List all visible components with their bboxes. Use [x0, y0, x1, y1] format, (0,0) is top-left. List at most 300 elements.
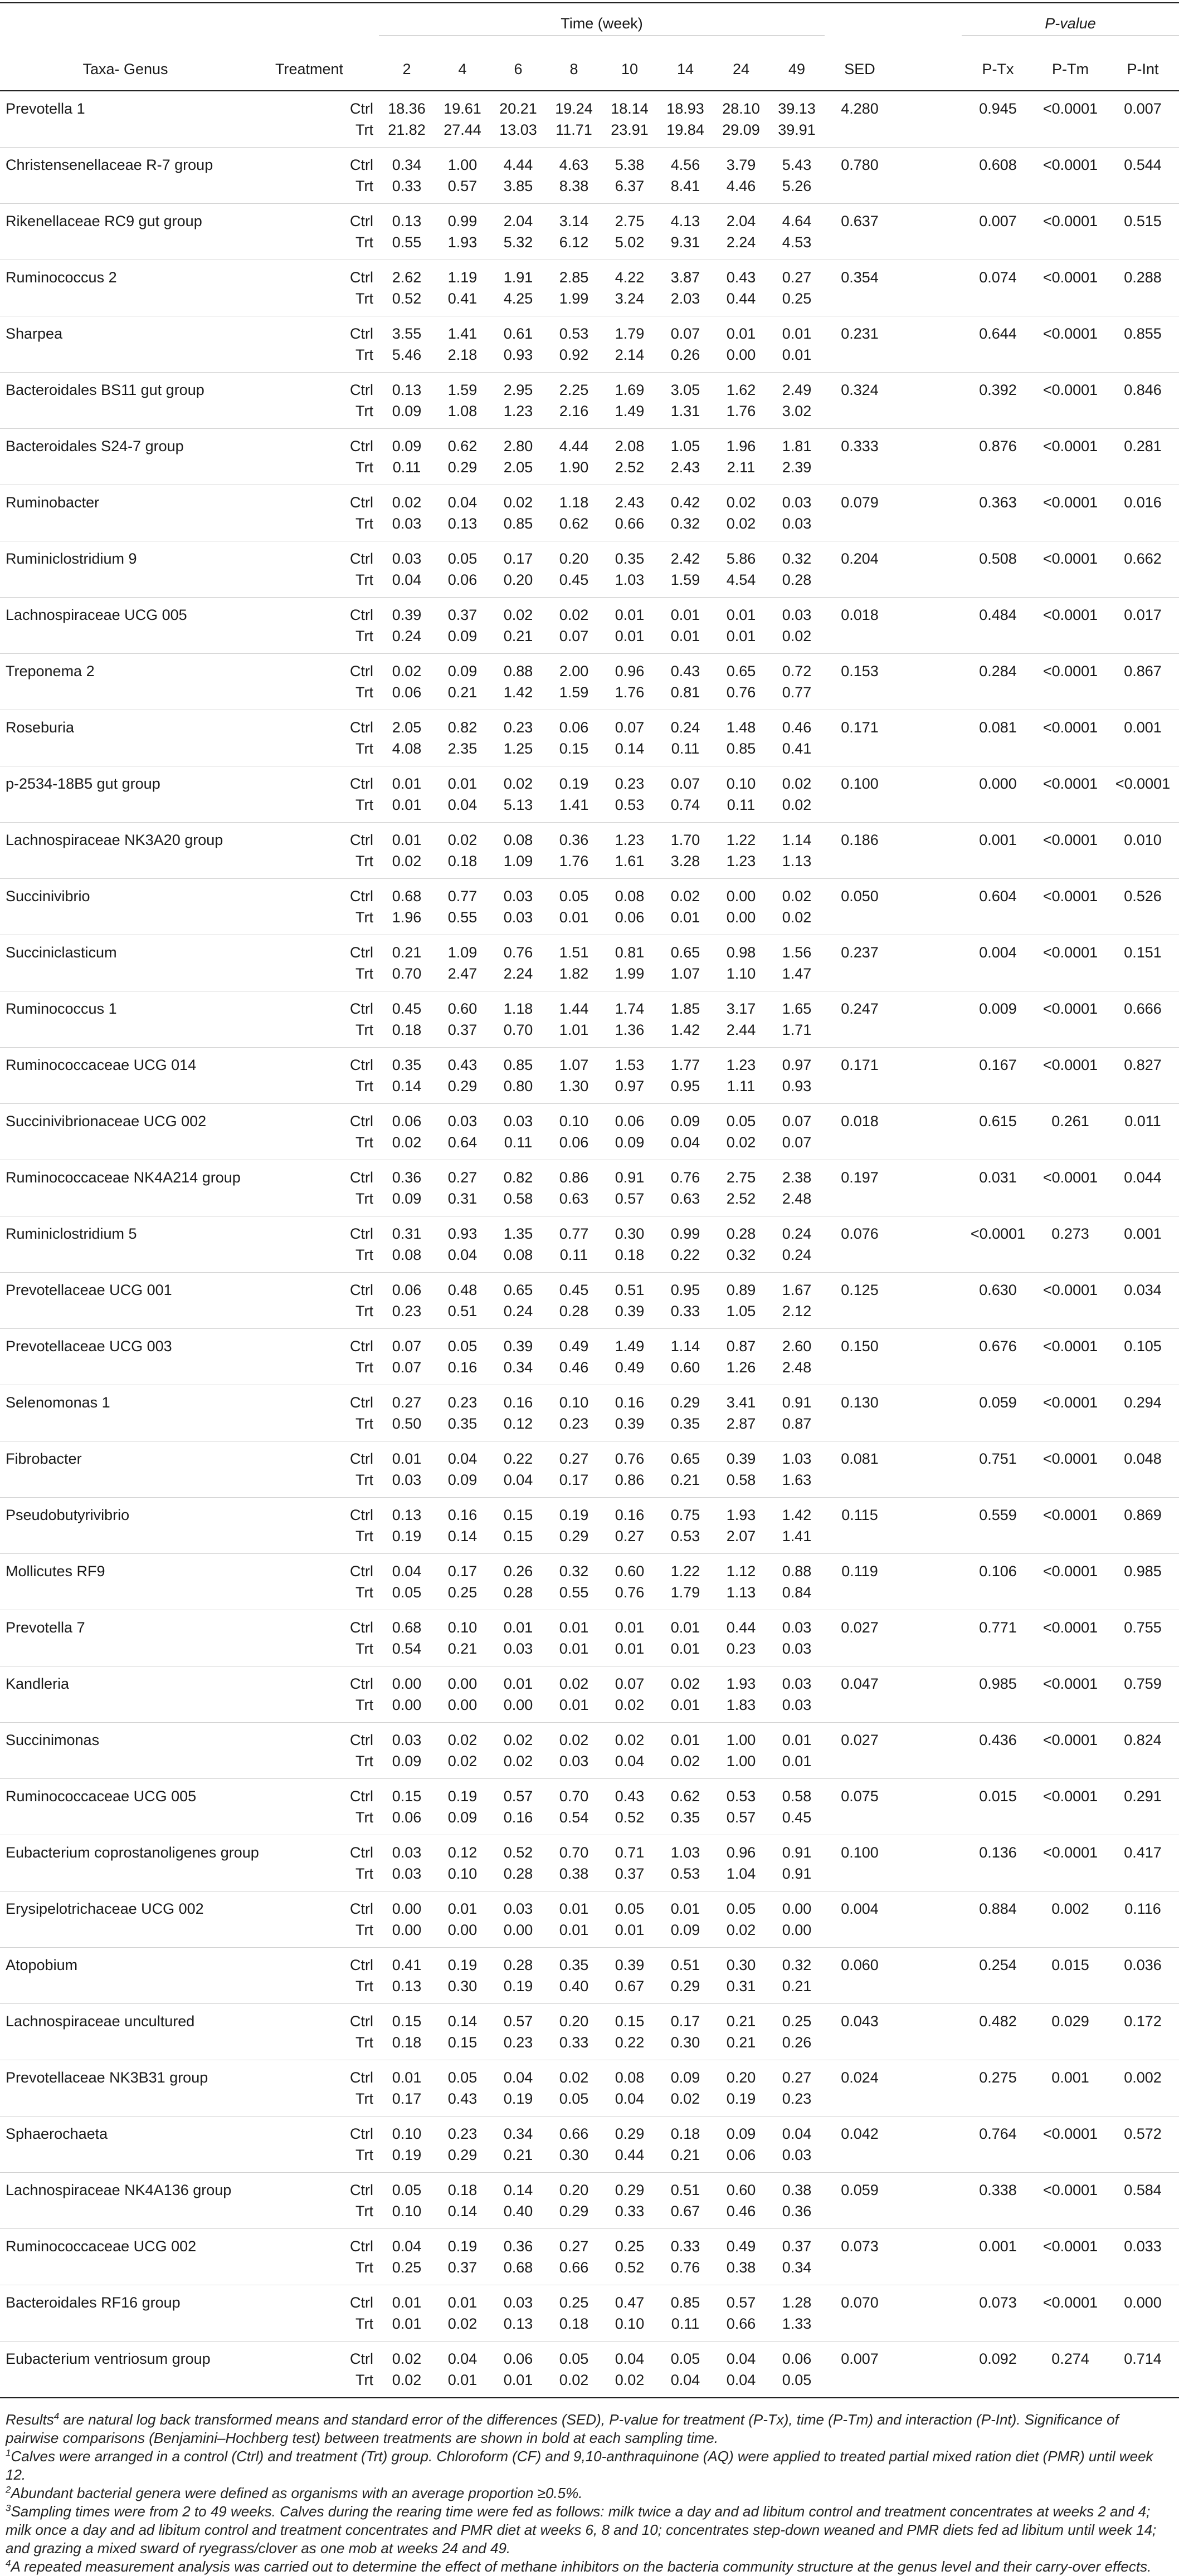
- ctrl-value: 0.77: [559, 1225, 589, 1242]
- trt-value: 0.93: [503, 346, 533, 363]
- table-row-ctrl: [0, 1048, 1179, 1078]
- ctrl-value: 0.25: [782, 2012, 812, 2030]
- trt-value: 0.00: [447, 1922, 478, 1938]
- empty-cell: [895, 796, 962, 823]
- trt-value: 0.01: [559, 1640, 589, 1657]
- ctrl-value: 1.67: [782, 1281, 812, 1298]
- ctrl-value: 0.04: [392, 2237, 422, 2255]
- taxa-name: Prevotella 1: [6, 100, 85, 117]
- empty-cell: [1034, 796, 1107, 823]
- treatment-label: Trt: [355, 1078, 373, 1094]
- empty-cell: [895, 1021, 962, 1048]
- ctrl-value: 0.24: [670, 718, 700, 736]
- table-row-ctrl: [0, 935, 1179, 966]
- p-int-value: 0.017: [1124, 606, 1162, 623]
- p-int-value: 0.034: [1124, 1281, 1162, 1298]
- empty-cell: [962, 628, 1034, 654]
- ctrl-value: 1.93: [726, 1675, 756, 1692]
- ctrl-value: 0.00: [447, 1675, 478, 1692]
- table-row-ctrl: [0, 1329, 1179, 1360]
- trt-value: 0.05: [392, 1584, 422, 1601]
- empty-cell: [962, 1528, 1034, 1554]
- ctrl-value: 0.02: [670, 887, 700, 905]
- empty-cell: [1034, 2315, 1107, 2342]
- sed-value: 0.150: [841, 1337, 879, 1355]
- ctrl-value: 0.04: [447, 2350, 478, 2367]
- trt-value: 4.46: [726, 178, 756, 194]
- empty-cell: [0, 178, 245, 204]
- treatment-label: Ctrl: [350, 1450, 373, 1467]
- empty-cell: [1034, 1809, 1107, 1835]
- empty-cell: [962, 1978, 1034, 2004]
- p-tm-value: <0.0001: [1042, 887, 1098, 905]
- trt-value: 2.44: [726, 1021, 756, 1038]
- ctrl-value: 28.10: [722, 100, 760, 117]
- table-row-trt: [0, 853, 1179, 879]
- trt-value: 23.91: [611, 121, 649, 138]
- sed-value: 0.333: [841, 437, 879, 454]
- ctrl-value: 1.53: [615, 1056, 645, 1073]
- ctrl-value: 0.99: [670, 1225, 700, 1242]
- empty-cell: [1107, 1865, 1179, 1891]
- p-tm-value: <0.0001: [1042, 325, 1098, 342]
- ctrl-value: 0.10: [726, 775, 756, 792]
- sed-value: 0.070: [841, 2294, 879, 2311]
- ctrl-value: 1.00: [447, 156, 478, 173]
- empty-cell: [1034, 1640, 1107, 1666]
- taxa-name: Erysipelotrichaceae UCG 002: [6, 1900, 204, 1917]
- taxa-name: Sharpea: [6, 325, 63, 342]
- empty-cell: [825, 2147, 895, 2173]
- ctrl-value: 1.07: [559, 1056, 589, 1073]
- taxa-name: Ruminococcus 1: [6, 1000, 117, 1017]
- sed-header: SED: [844, 60, 875, 77]
- trt-value: 0.09: [392, 403, 422, 419]
- ctrl-value: 0.46: [782, 718, 812, 736]
- empty-cell: [0, 1134, 245, 1160]
- ctrl-value: 0.01: [670, 606, 700, 623]
- sed-value: 4.280: [841, 100, 879, 117]
- table-row-trt: [0, 1584, 1179, 1610]
- trt-value: 0.06: [447, 571, 478, 588]
- ctrl-value: 2.85: [559, 268, 589, 286]
- ctrl-value: 0.01: [392, 775, 422, 792]
- trt-value: 0.44: [615, 2147, 645, 2163]
- empty-cell: [895, 684, 962, 710]
- trt-value: 2.24: [726, 234, 756, 251]
- table-row-ctrl: [0, 766, 1179, 797]
- ctrl-value: 0.57: [503, 1787, 533, 1805]
- table-row-trt: [0, 1303, 1179, 1329]
- treatment-label: Trt: [355, 1472, 373, 1488]
- trt-value: 0.31: [726, 1978, 756, 1995]
- p-int-value: 0.869: [1124, 1506, 1162, 1523]
- empty-cell: [825, 1415, 895, 1441]
- ctrl-value: 0.02: [615, 1731, 645, 1748]
- treatment-label: Ctrl: [350, 1731, 373, 1748]
- trt-value: 0.68: [503, 2259, 533, 2276]
- ctrl-value: 0.13: [392, 381, 422, 398]
- ctrl-value: 0.10: [559, 1394, 589, 1411]
- ctrl-value: 0.01: [503, 1675, 533, 1692]
- treatment-label: Ctrl: [350, 718, 373, 736]
- trt-value: 0.02: [559, 2372, 589, 2388]
- empty-cell: [1107, 1753, 1179, 1779]
- trt-value: 0.03: [503, 909, 533, 926]
- ctrl-value: 1.79: [615, 325, 645, 342]
- empty-cell: [1034, 290, 1107, 316]
- ctrl-value: 1.18: [503, 1000, 533, 1017]
- trt-value: 0.35: [670, 1809, 700, 1826]
- spacer-cell: [895, 316, 962, 347]
- ctrl-value: 0.36: [559, 831, 589, 848]
- empty-cell: [825, 965, 895, 991]
- empty-cell: [825, 1303, 895, 1329]
- ctrl-value: 0.17: [670, 2012, 700, 2030]
- p-tm-value: <0.0001: [1042, 1281, 1098, 1298]
- p-tx-value: 0.363: [979, 493, 1017, 511]
- taxa-name: Succiniclasticum: [6, 944, 117, 961]
- empty-cell: [1107, 853, 1179, 879]
- trt-value: 0.92: [559, 346, 589, 363]
- trt-value: 0.45: [782, 1809, 812, 1826]
- trt-value: 0.17: [559, 1472, 589, 1488]
- p-tx-header: P-Tx: [982, 60, 1014, 77]
- empty-cell: [825, 121, 895, 148]
- treatment-label: Trt: [355, 853, 373, 869]
- p-int-value: 0.855: [1124, 325, 1162, 342]
- sed-value: 0.153: [841, 662, 879, 680]
- spacer-cell: [895, 1048, 962, 1078]
- empty-cell: [825, 1247, 895, 1273]
- trt-value: 0.02: [447, 2315, 478, 2332]
- trt-value: 1.03: [615, 571, 645, 588]
- ctrl-value: 0.02: [782, 775, 812, 792]
- table-row-trt: [0, 2034, 1179, 2060]
- p-tm-value: <0.0001: [1042, 606, 1098, 623]
- trt-value: 0.76: [726, 684, 756, 701]
- trt-value: 0.13: [392, 1978, 422, 1995]
- ctrl-value: 0.17: [447, 1562, 478, 1580]
- trt-value: 1.26: [726, 1359, 756, 1376]
- empty-cell: [1107, 1978, 1179, 2004]
- p-tm-value: <0.0001: [1042, 831, 1098, 848]
- treatment-label: Trt: [355, 1190, 373, 1207]
- table-row-ctrl: [0, 2004, 1179, 2035]
- ctrl-value: 0.39: [726, 1450, 756, 1467]
- ctrl-value: 0.23: [503, 718, 533, 736]
- empty-cell: [825, 459, 895, 485]
- ctrl-value: 0.82: [447, 718, 478, 736]
- ctrl-value: 0.06: [615, 1112, 645, 1130]
- trt-value: 0.23: [726, 1640, 756, 1657]
- trt-value: 0.03: [392, 1865, 422, 1882]
- ctrl-value: 1.41: [447, 325, 478, 342]
- spacer-cell: [895, 1441, 962, 1472]
- trt-value: 1.83: [726, 1697, 756, 1713]
- trt-value: 3.02: [782, 403, 812, 419]
- empty-cell: [962, 1922, 1034, 1948]
- ctrl-value: 0.03: [392, 550, 422, 567]
- table-row-trt: [0, 2147, 1179, 2173]
- ctrl-value: 0.05: [670, 2350, 700, 2367]
- table-row-trt: [0, 1809, 1179, 1835]
- ctrl-value: 0.49: [559, 1337, 589, 1355]
- ctrl-value: 0.32: [782, 1956, 812, 1973]
- empty-cell: [825, 290, 895, 316]
- empty-cell: [0, 2372, 245, 2398]
- table-row-ctrl: [0, 2285, 1179, 2316]
- ctrl-value: 0.27: [782, 2069, 812, 2086]
- empty-cell: [825, 346, 895, 373]
- empty-cell: [962, 234, 1034, 260]
- trt-value: 0.15: [559, 740, 589, 757]
- p-tx-value: 0.436: [979, 1731, 1017, 1748]
- treatment-label: Ctrl: [350, 1506, 373, 1523]
- ctrl-value: 0.34: [392, 156, 422, 173]
- sed-value: 0.075: [841, 1787, 879, 1805]
- p-tx-value: 0.031: [979, 1169, 1017, 1186]
- empty-cell: [1107, 403, 1179, 429]
- empty-cell: [1034, 684, 1107, 710]
- trt-value: 4.54: [726, 571, 756, 588]
- trt-value: 0.58: [726, 1472, 756, 1488]
- treatment-label: Ctrl: [350, 1956, 373, 1973]
- treatment-label: Trt: [355, 2147, 373, 2163]
- ctrl-value: 0.04: [726, 2350, 756, 2367]
- trt-value: 1.11: [727, 1078, 756, 1094]
- ctrl-value: 2.80: [503, 437, 533, 454]
- trt-value: 0.44: [726, 290, 756, 307]
- table-row-ctrl: [0, 373, 1179, 403]
- p-tm-value: <0.0001: [1042, 1056, 1098, 1073]
- p-tm-value: <0.0001: [1042, 775, 1098, 792]
- empty-cell: [0, 2034, 245, 2060]
- table-row-trt: [0, 571, 1179, 598]
- ctrl-value: 0.27: [559, 1450, 589, 1467]
- treatment-label: Trt: [355, 684, 373, 701]
- empty-cell: [825, 909, 895, 935]
- empty-cell: [1034, 1472, 1107, 1498]
- trt-value: 0.41: [782, 740, 812, 757]
- ctrl-value: 0.07: [615, 1675, 645, 1692]
- p-tx-value: 0.484: [979, 606, 1017, 623]
- trt-value: 0.77: [782, 684, 812, 701]
- ctrl-value: 0.01: [726, 606, 756, 623]
- ctrl-value: 2.95: [503, 381, 533, 398]
- spacer-cell: [895, 1835, 962, 1866]
- trt-value: 0.07: [782, 1134, 812, 1151]
- ctrl-value: 4.63: [559, 156, 589, 173]
- ctrl-value: 0.19: [559, 1506, 589, 1523]
- ctrl-value: 2.04: [503, 212, 533, 229]
- trt-value: 0.25: [392, 2259, 422, 2276]
- empty-cell: [0, 121, 245, 148]
- trt-value: 0.01: [615, 1640, 645, 1657]
- trt-value: 0.01: [559, 909, 589, 926]
- p-int-value: 0.662: [1124, 550, 1162, 567]
- trt-value: 0.00: [503, 1697, 533, 1713]
- trt-value: 3.85: [503, 178, 533, 194]
- trt-value: 0.40: [559, 1978, 589, 1995]
- p-int-value: 0.172: [1124, 2012, 1162, 2030]
- spacer-cell: [895, 2342, 962, 2372]
- empty-cell: [962, 1134, 1034, 1160]
- empty-cell: [962, 1697, 1034, 1723]
- trt-value: 0.14: [392, 1078, 422, 1094]
- ctrl-value: 0.07: [670, 775, 700, 792]
- ctrl-value: 0.60: [726, 2181, 756, 2198]
- ctrl-value: 0.01: [670, 1731, 700, 1748]
- empty-cell: [895, 2259, 962, 2285]
- trt-value: 0.38: [726, 2259, 756, 2276]
- empty-cell: [1034, 346, 1107, 373]
- sed-value: 0.007: [841, 2350, 879, 2367]
- ctrl-value: 0.05: [726, 1112, 756, 1130]
- trt-value: 0.57: [447, 178, 478, 194]
- treatment-label: Trt: [355, 1359, 373, 1376]
- trt-value: 0.09: [447, 628, 478, 644]
- p-int-value: 0.002: [1124, 2069, 1162, 2086]
- ctrl-value: 0.02: [559, 606, 589, 623]
- trt-value: 0.37: [447, 2259, 478, 2276]
- empty-cell: [1034, 853, 1107, 879]
- p-tx-value: 0.482: [979, 2012, 1017, 2030]
- trt-value: 0.95: [670, 1078, 700, 1094]
- table-row-ctrl: [0, 1610, 1179, 1641]
- ctrl-value: 0.87: [726, 1337, 756, 1355]
- p-tm-value: <0.0001: [1042, 268, 1098, 286]
- trt-value: 0.21: [670, 2147, 700, 2163]
- empty-cell: [0, 2090, 245, 2116]
- ctrl-value: 0.25: [559, 2294, 589, 2311]
- ctrl-value: 1.14: [782, 831, 812, 848]
- ctrl-value: 1.00: [726, 1731, 756, 1748]
- empty-cell: [0, 571, 245, 598]
- trt-value: 0.53: [670, 1865, 700, 1882]
- empty-cell: [0, 909, 245, 935]
- trt-value: 2.52: [726, 1190, 756, 1207]
- ctrl-value: 0.32: [782, 550, 812, 567]
- empty-cell: [1107, 1359, 1179, 1385]
- empty-cell: [895, 1978, 962, 2004]
- sed-value: 0.079: [841, 493, 879, 511]
- empty-cell: [1107, 1134, 1179, 1160]
- trt-value: 0.11: [671, 2315, 700, 2332]
- empty-cell: [1034, 1753, 1107, 1779]
- ctrl-value: 2.04: [726, 212, 756, 229]
- trt-value: 0.11: [727, 796, 756, 813]
- treatment-label: Trt: [355, 178, 373, 194]
- table-row-trt: [0, 2372, 1179, 2398]
- table-row-trt: [0, 121, 1179, 148]
- trt-value: 0.01: [392, 2315, 422, 2332]
- taxa-name: Christensenellaceae R-7 group: [6, 156, 213, 173]
- ctrl-value: 0.16: [447, 1506, 478, 1523]
- ctrl-value: 0.20: [559, 2181, 589, 2198]
- ctrl-value: 0.88: [503, 662, 533, 680]
- spacer-cell: [895, 1385, 962, 1416]
- ctrl-value: 4.64: [782, 212, 812, 229]
- empty-cell: [0, 628, 245, 654]
- empty-cell: [962, 403, 1034, 429]
- empty-cell: [0, 1809, 245, 1835]
- trt-value: 1.79: [670, 1584, 700, 1601]
- trt-value: 0.39: [615, 1303, 645, 1319]
- table-row-ctrl: [0, 879, 1179, 910]
- empty-cell: [825, 1922, 895, 1948]
- ctrl-value: 19.61: [444, 100, 481, 117]
- trt-value: 0.87: [782, 1415, 812, 1432]
- ctrl-value: 0.02: [726, 493, 756, 511]
- trt-value: 0.37: [447, 1021, 478, 1038]
- taxa-name: Roseburia: [6, 718, 75, 736]
- trt-value: 0.29: [670, 1978, 700, 1995]
- time-group-header: Time (week): [379, 3, 825, 48]
- spacer-cell: [895, 1779, 962, 1810]
- taxa-name: Succinivibrionaceae UCG 002: [6, 1112, 207, 1130]
- trt-value: 4.08: [392, 740, 422, 757]
- empty-cell: [895, 178, 962, 204]
- p-int-value: 0.526: [1124, 887, 1162, 905]
- taxa-name: p-2534-18B5 gut group: [6, 775, 160, 792]
- p-tx-value: 0.074: [979, 268, 1017, 286]
- trt-value: 3.28: [670, 853, 700, 869]
- p-tm-value: 0.261: [1051, 1112, 1089, 1130]
- trt-value: 21.82: [388, 121, 426, 138]
- ctrl-value: 0.28: [503, 1956, 533, 1973]
- ctrl-value: 0.06: [392, 1281, 422, 1298]
- trt-value: 0.60: [670, 1359, 700, 1376]
- ctrl-value: 0.03: [782, 493, 812, 511]
- trt-value: 2.07: [726, 1528, 756, 1544]
- ctrl-value: 0.41: [392, 1956, 422, 1973]
- table-row-trt: [0, 234, 1179, 260]
- ctrl-value: 0.01: [447, 1900, 478, 1917]
- spacer-cell: [895, 1723, 962, 1753]
- ctrl-value: 0.04: [392, 1562, 422, 1580]
- ctrl-value: 1.91: [503, 268, 533, 286]
- trt-value: 0.01: [447, 2372, 478, 2388]
- p-tx-value: 0.004: [979, 944, 1017, 961]
- ctrl-value: 0.09: [670, 1112, 700, 1130]
- footnote-results: Results$^4$ are natural log back transformed means and standard error of the differences (SED), P-value for treatment (P-Tx), time (P-Tm) and interaction (P-Int). Significance of pairwise comparisons (Benjamini–Hochberg test) between treatments are shown in bold at each sampling time.: [6, 2411, 1119, 2446]
- empty-cell: [962, 2034, 1034, 2060]
- ctrl-value: 0.27: [447, 1169, 478, 1186]
- trt-value: 0.74: [670, 796, 700, 813]
- ctrl-value: 0.81: [615, 944, 645, 961]
- empty-cell: [962, 1865, 1034, 1891]
- p-tx-value: 0.081: [979, 718, 1017, 736]
- ctrl-value: 0.01: [559, 1900, 589, 1917]
- empty-cell: [895, 1472, 962, 1498]
- ctrl-value: 2.75: [726, 1169, 756, 1186]
- taxa-name: Mollicutes RF9: [6, 1562, 105, 1580]
- trt-value: 1.93: [447, 234, 478, 251]
- p-tm-value: <0.0001: [1042, 1450, 1098, 1467]
- ctrl-value: 0.98: [726, 944, 756, 961]
- empty-cell: [1107, 2090, 1179, 2116]
- sed-value: 0.197: [841, 1169, 879, 1186]
- treatment-label: Trt: [355, 1865, 373, 1882]
- treatment-label: Trt: [355, 1415, 373, 1432]
- ctrl-value: 0.76: [503, 944, 533, 961]
- treatment-label: Trt: [355, 2203, 373, 2220]
- table-row-ctrl: [0, 148, 1179, 178]
- empty-cell: [1107, 1303, 1179, 1329]
- empty-cell: [1034, 1528, 1107, 1554]
- ctrl-value: 0.19: [447, 2237, 478, 2255]
